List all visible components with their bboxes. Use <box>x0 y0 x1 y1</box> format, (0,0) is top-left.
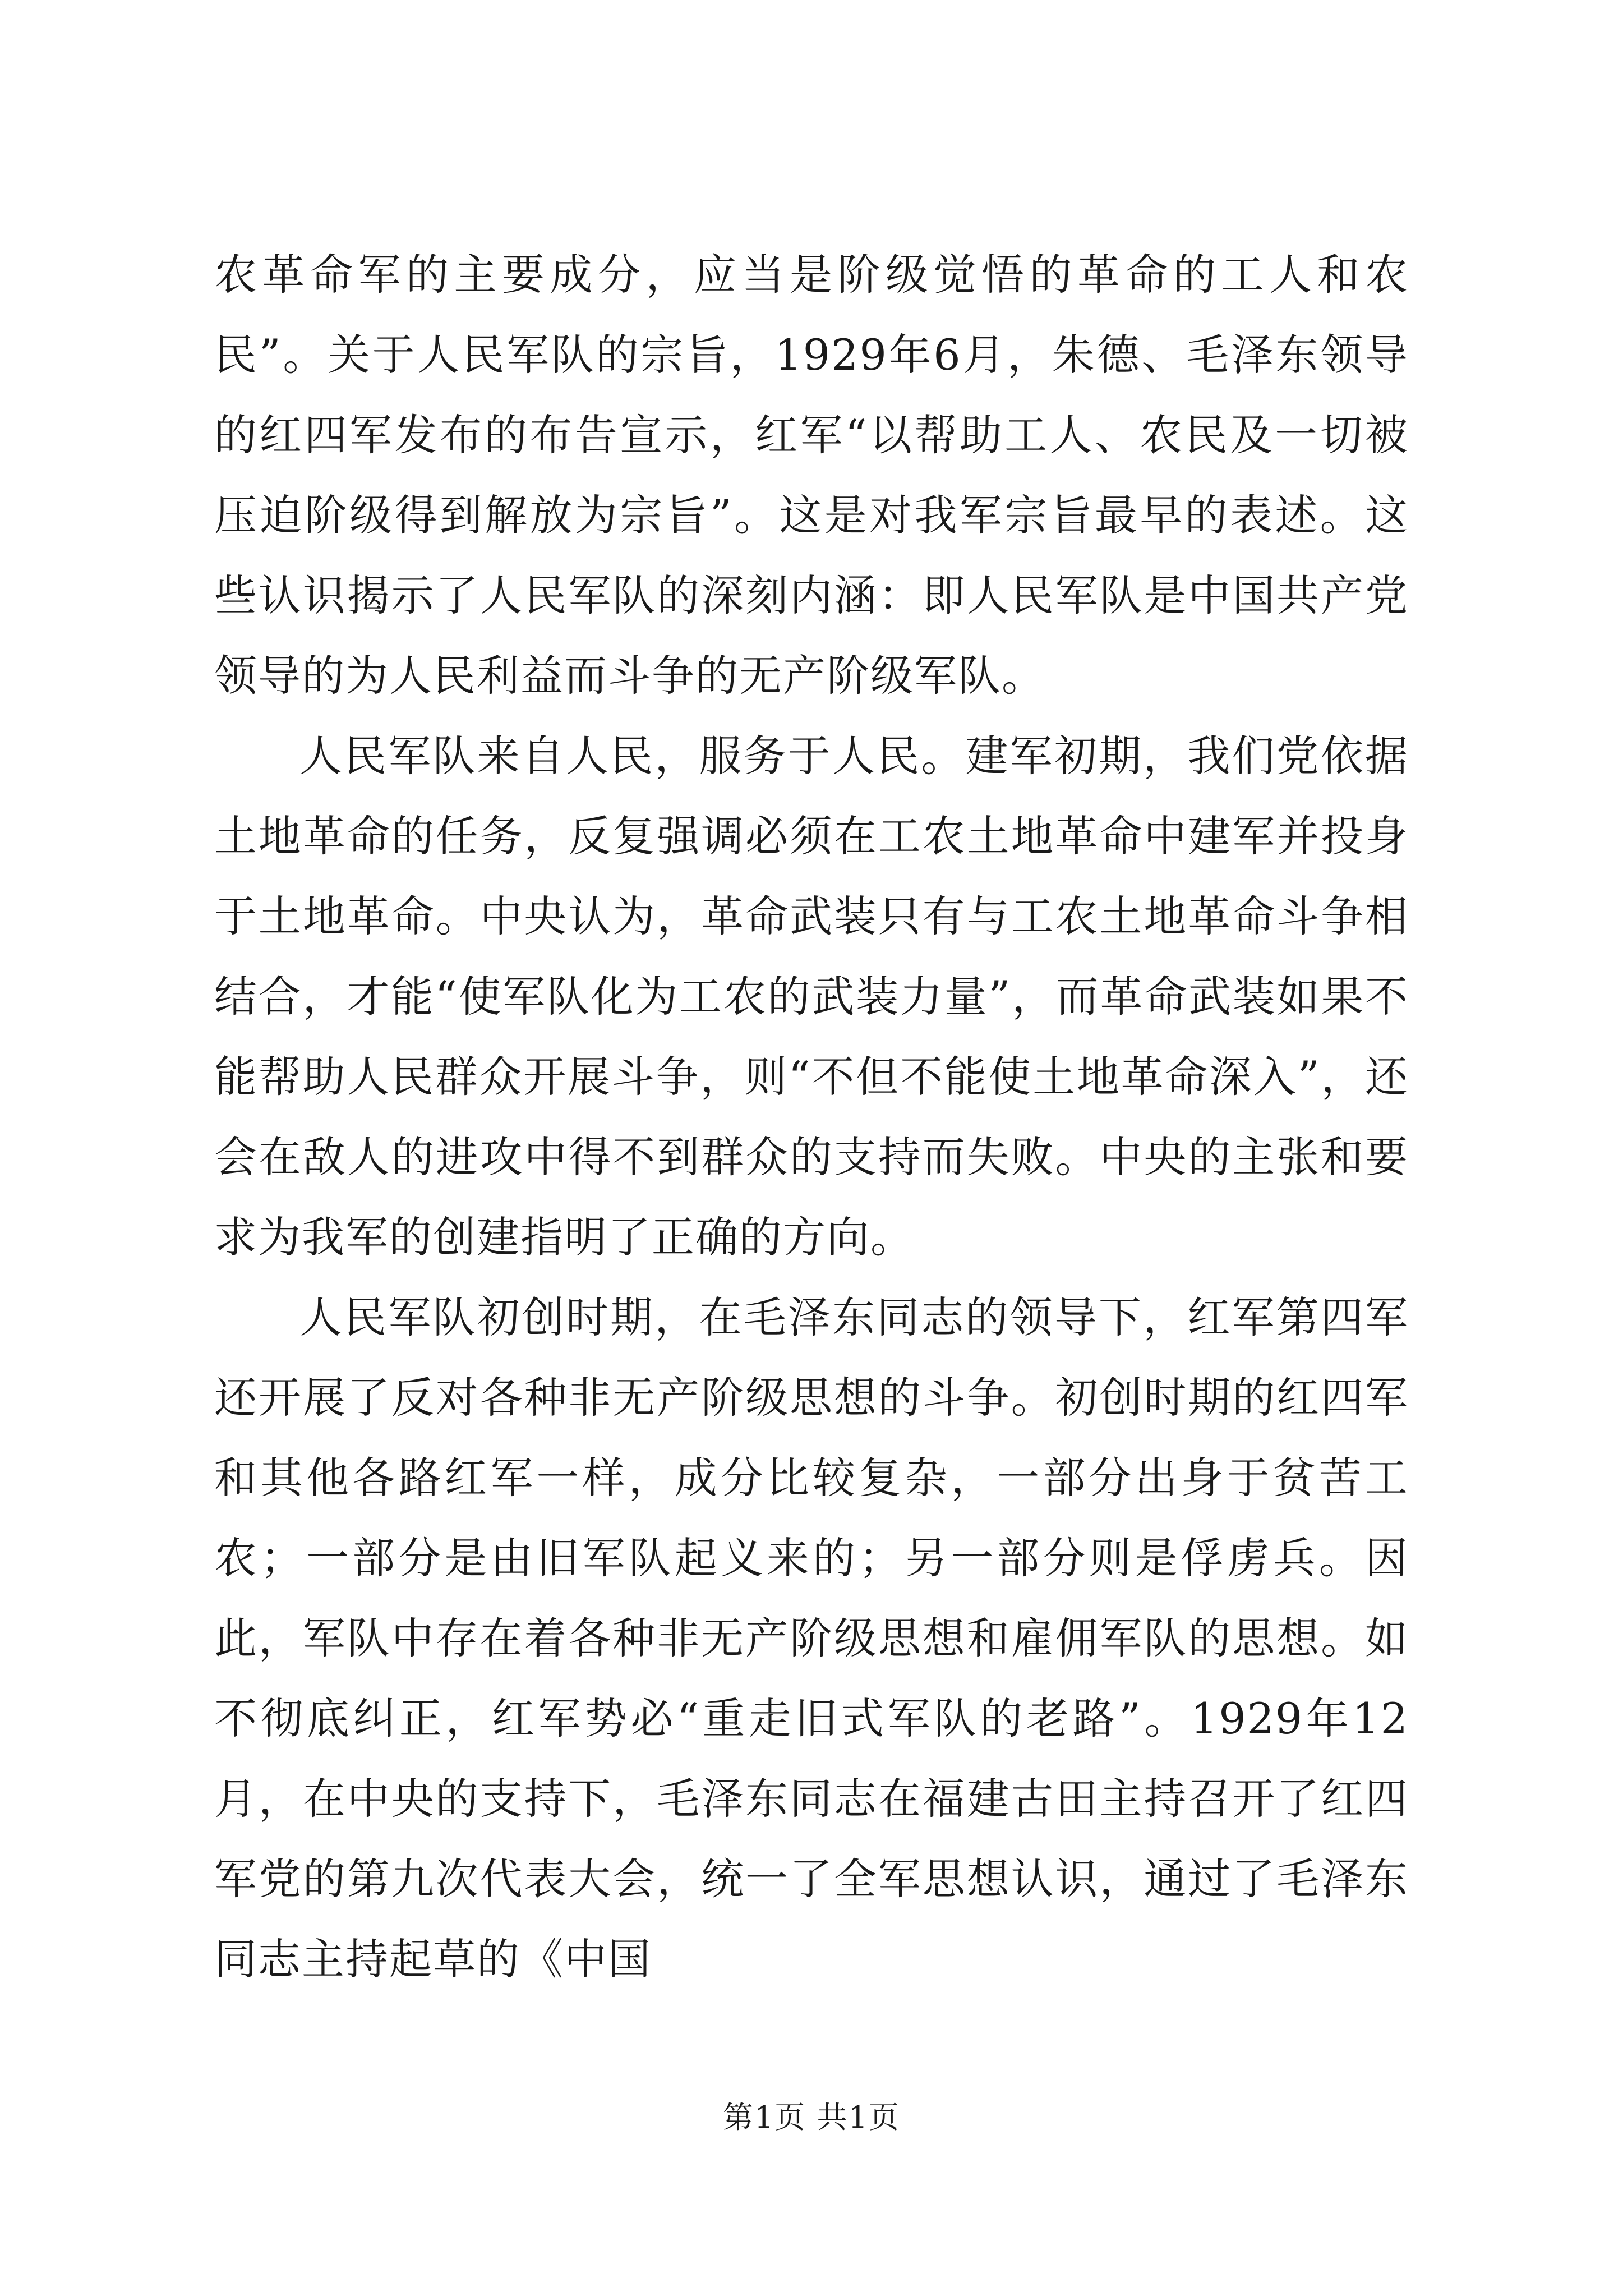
document-body <box>214 234 1409 1999</box>
page-number-footer: 第1页 共1页 <box>723 2100 900 2135</box>
paragraph-1: 农革命军的主要成分，应当是阶级觉悟的革命的工人和农民”。关于人民军队的宗旨，1929年6月，朱德、毛泽东领导的红四军发布的布告宣示，红军“以帮助工人、农民及一切被压迫阶级得到解放为宗旨”。这是对我军宗旨最早的表述。这些认识揭示了人民军队的深刻内涵：即人民军队是中国共产党领导的为人民利益而斗争的无产阶级军队。 <box>214 250 1409 701</box>
paragraph-2: 人民军队来自人民，服务于人民。建军初期，我们党依据土地革命的任务，反复强调必须在工农土地革命中建军并投身于土地革命。中央认为，革命武装只有与工农土地革命斗争相结合，才能“使军队化为工农的武装力量”，而革命武装如果不能帮助人民群众开展斗争，则“不但不能使土地革命深入”，还会在敌人的进攻中得不到群众的支持而失败。中央的主张和要求为我军的创建指明了正确的方向。 <box>214 731 1409 1262</box>
paragraph-3: 人民军队初创时期，在毛泽东同志的领导下，红军第四军还开展了反对各种非无产阶级思想的斗争。初创时期的红四军和其他各路红军一样，成分比较复杂，一部分出身于贫苦工农；一部分是由旧军队起义来的；另一部分则是俘虏兵。因此，军队中存在着各种非无产阶级思想和雇佣军队的思想。如不彻底纠正，红军势必“重走旧式军队的老路”。1929年12月，在中央的支持下，毛泽东同志在福建古田主持召开了红四军党的第九次代表大会，统一了全军思想认识，通过了毛泽东同志主持起草的《中国 <box>214 1292 1409 1984</box>
